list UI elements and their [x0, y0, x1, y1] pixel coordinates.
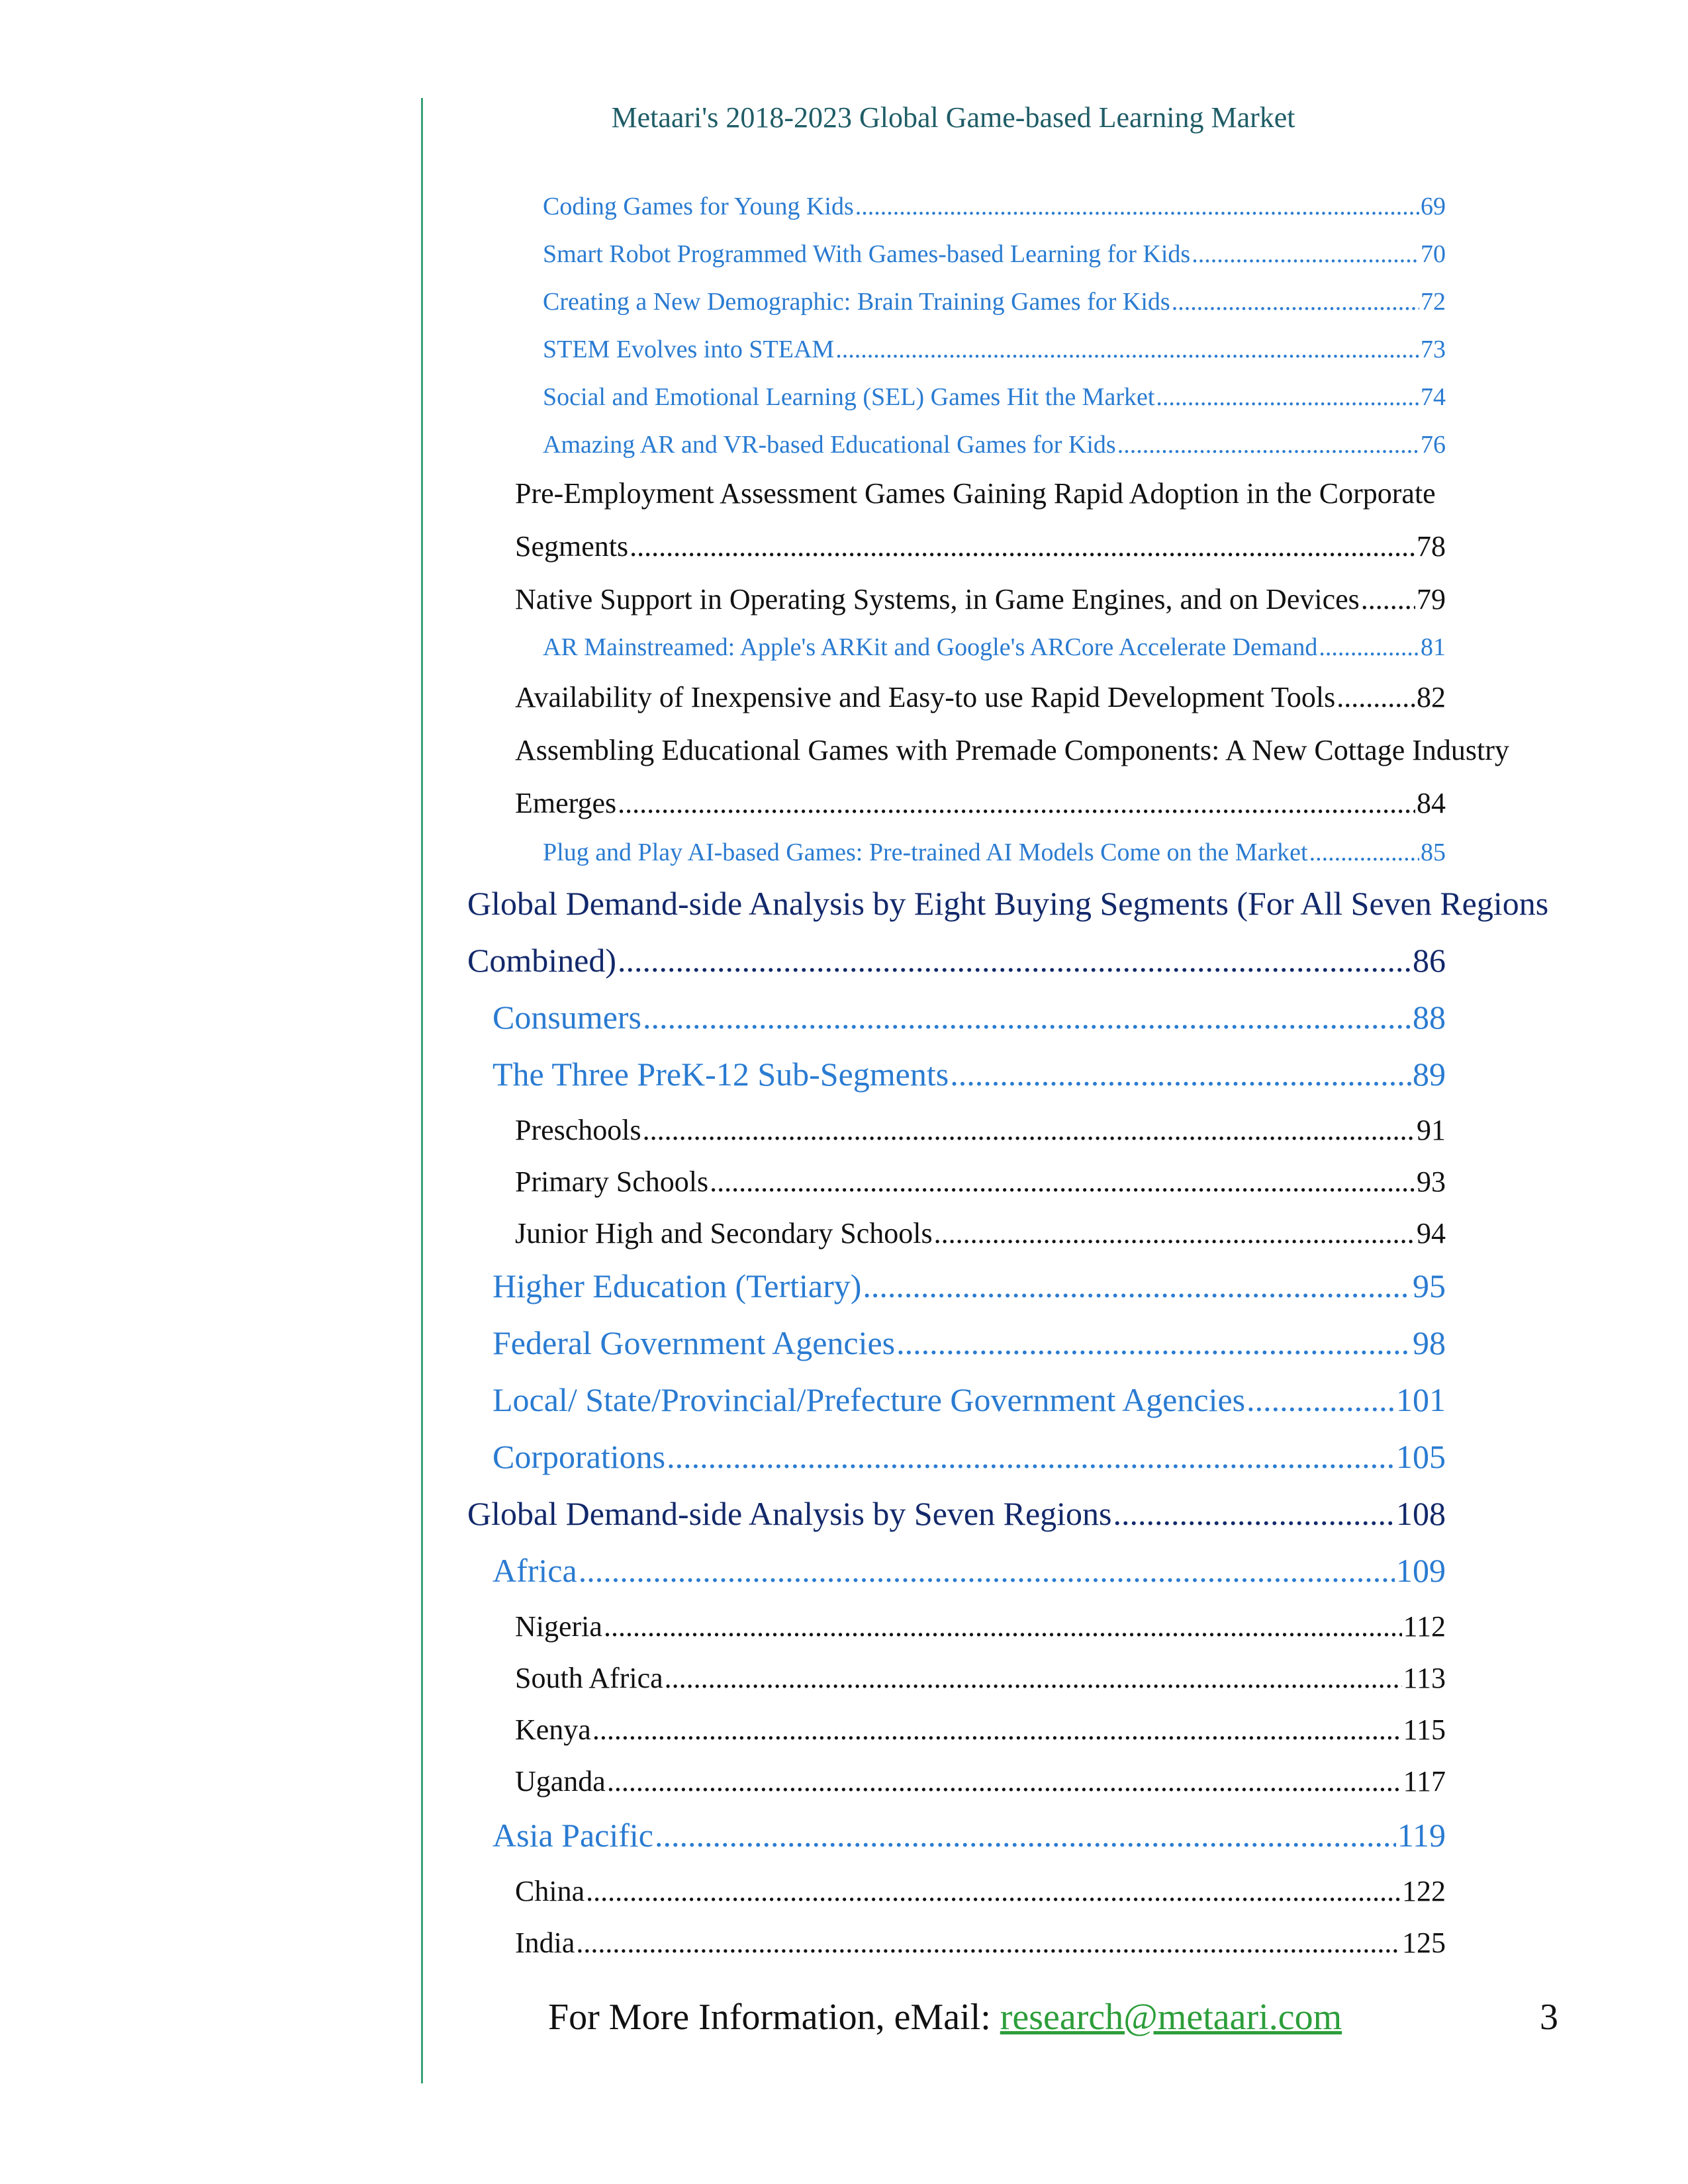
toc-entry[interactable]	[515, 1926, 1446, 1960]
toc-title: Segments	[515, 530, 629, 563]
toc-page: 72	[1421, 288, 1446, 316]
toc-title: Smart Robot Programmed With Games-based Learning for Kids	[543, 240, 1191, 268]
toc-entry[interactable]	[492, 1267, 1446, 1305]
toc-page: 101	[1396, 1381, 1446, 1418]
toc-title: Social and Emotional Learning (SEL) Games Hit the Market	[543, 383, 1155, 411]
toc-entry[interactable]	[515, 1661, 1446, 1695]
toc-page: 119	[1397, 1817, 1446, 1854]
toc-entry[interactable]	[543, 838, 1446, 867]
toc-entry-wrapped-line[interactable]: Assembling Educational Games with Premade Components: A New Cottage Industry	[515, 734, 1509, 766]
toc-entry[interactable]	[543, 240, 1446, 269]
toc-entry[interactable]	[515, 1713, 1446, 1747]
toc-entry[interactable]	[543, 192, 1446, 221]
toc-entry[interactable]	[543, 633, 1446, 662]
toc-title: India	[515, 1927, 575, 1959]
toc-entry[interactable]	[492, 1437, 1446, 1476]
toc-entry[interactable]	[492, 1381, 1446, 1419]
toc-title: AR Mainstreamed: Apple's ARKit and Google's ARCore Accelerate Demand	[543, 633, 1318, 661]
toc-entry[interactable]	[492, 1816, 1446, 1854]
toc-page: 79	[1417, 583, 1446, 615]
toc-page: 76	[1421, 431, 1446, 459]
margin-rule	[421, 98, 423, 2083]
toc-title: The Three PreK-12 Sub-Segments	[492, 1056, 949, 1093]
toc-title: Asia Pacific	[492, 1817, 653, 1854]
page-footer	[548, 1996, 1342, 2038]
toc-title: Plug and Play AI-based Games: Pre-trained AI Models Come on the Market	[543, 839, 1308, 866]
toc-title: Combined)	[467, 942, 616, 979]
toc-title: Creating a New Demographic: Brain Training Games for Kids	[543, 288, 1170, 316]
toc-page: 91	[1417, 1114, 1446, 1146]
toc-entry[interactable]	[515, 1764, 1446, 1798]
toc-title: Africa	[492, 1552, 577, 1589]
toc-page: 74	[1421, 383, 1446, 411]
toc-entry[interactable]	[543, 287, 1446, 316]
toc-page: 98	[1413, 1324, 1446, 1361]
toc-page: 70	[1421, 240, 1446, 268]
toc-entry[interactable]	[515, 680, 1446, 714]
toc-entry[interactable]	[515, 1165, 1446, 1199]
toc-entry[interactable]	[543, 335, 1446, 364]
toc-page: 82	[1417, 681, 1446, 713]
toc-page: 81	[1421, 633, 1446, 661]
toc-entry[interactable]	[515, 1216, 1446, 1250]
toc-page: 89	[1413, 1056, 1446, 1093]
toc-title: Higher Education (Tertiary)	[492, 1267, 862, 1304]
toc-title: Preschools	[515, 1114, 641, 1146]
toc-entry[interactable]	[515, 1113, 1446, 1147]
toc-title: Local/ State/Provincial/Prefecture Government Agencies	[492, 1381, 1246, 1418]
toc-page: 95	[1413, 1267, 1446, 1304]
toc-entry[interactable]	[515, 1874, 1446, 1908]
toc-entry[interactable]	[467, 941, 1446, 979]
toc-title: Kenya	[515, 1713, 591, 1746]
toc-entry[interactable]	[515, 1610, 1446, 1643]
toc-page: 94	[1417, 1217, 1446, 1250]
toc-title: Federal Government Agencies	[492, 1324, 896, 1361]
footer-label: For More Information, eMail:	[548, 1997, 991, 2038]
toc-title: Nigeria	[515, 1610, 602, 1643]
toc-title: China	[515, 1875, 585, 1907]
toc-title: Uganda	[515, 1765, 606, 1797]
toc-page: 93	[1417, 1165, 1446, 1198]
toc-title: Global Demand-side Analysis by Seven Regions	[467, 1495, 1112, 1532]
toc-title: Coding Games for Young Kids	[543, 193, 854, 220]
toc-entry[interactable]	[467, 1494, 1446, 1533]
toc-title: South Africa	[515, 1662, 663, 1694]
toc-page: 84	[1417, 787, 1446, 819]
toc-page: 115	[1403, 1713, 1446, 1746]
toc-entry-wrapped-line[interactable]: Global Demand-side Analysis by Eight Buying Segments (For All Seven Regions	[467, 885, 1549, 922]
toc-title: Emerges	[515, 787, 617, 819]
toc-entry[interactable]	[492, 1324, 1446, 1362]
toc-entry[interactable]	[492, 1055, 1446, 1093]
toc-page: 85	[1421, 839, 1446, 866]
toc-page: 122	[1402, 1875, 1446, 1907]
toc-entry-wrapped-line[interactable]: Pre-Employment Assessment Games Gaining Rapid Adoption in the Corporate	[515, 477, 1436, 510]
toc-entry[interactable]	[492, 998, 1446, 1036]
toc-title: Junior High and Secondary Schools	[515, 1217, 933, 1250]
page-number: 3	[1540, 1997, 1558, 2038]
toc-page: 105	[1396, 1438, 1446, 1475]
toc-title: Availability of Inexpensive and Easy-to use Rapid Development Tools	[515, 681, 1336, 713]
toc-page: 112	[1403, 1610, 1446, 1643]
toc-entry[interactable]	[492, 1551, 1446, 1590]
email-link[interactable]: research@metaari.com	[1000, 1997, 1342, 2038]
toc-page: 113	[1403, 1662, 1446, 1694]
toc-page: 78	[1417, 530, 1446, 563]
toc-title: Consumers	[492, 999, 641, 1036]
toc-title: Amazing AR and VR-based Educational Games for Kids	[543, 431, 1116, 459]
page-header: Metaari's 2018-2023 Global Game-based Learning Market	[611, 101, 1295, 134]
toc-page: 86	[1413, 942, 1446, 979]
toc-page: 73	[1421, 336, 1446, 363]
toc-entry[interactable]	[543, 383, 1446, 412]
toc-entry[interactable]	[515, 582, 1446, 616]
toc-title: STEM Evolves into STEAM	[543, 336, 835, 363]
toc-page: 69	[1421, 193, 1446, 220]
toc-entry[interactable]	[515, 529, 1446, 563]
toc-page: 109	[1396, 1552, 1446, 1589]
toc-page: 125	[1402, 1927, 1446, 1959]
toc-page: 117	[1403, 1765, 1446, 1797]
toc-entry[interactable]	[543, 430, 1446, 459]
toc-entry[interactable]	[515, 786, 1446, 820]
toc-page: 108	[1396, 1495, 1446, 1532]
toc-title: Primary Schools	[515, 1165, 709, 1198]
toc-title: Native Support in Operating Systems, in Game Engines, and on Devices	[515, 583, 1360, 615]
toc-page: 88	[1413, 999, 1446, 1036]
toc-title: Corporations	[492, 1438, 666, 1475]
